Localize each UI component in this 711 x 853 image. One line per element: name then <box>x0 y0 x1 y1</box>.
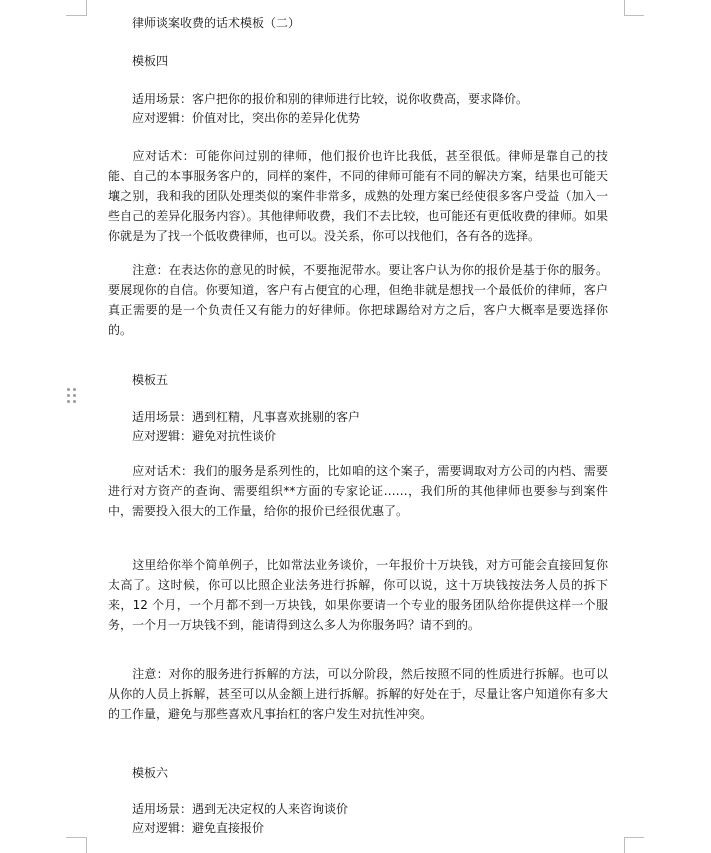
example-paragraph <box>108 555 608 635</box>
logic-text: 应对逻辑：避免对抗性谈价 <box>132 429 277 443</box>
scene-text: 适用场景：遇到无决定权的人来咨询谈价 <box>132 802 349 816</box>
note-paragraph-text: 注意：在表达你的意见的时候，不要拖泥带水。要让客户认为你的报价是基于你的服务。要展现你的自信。你要知道，客户有占便宜的心理，但绝非就是想找一个最低价的律师，客户真正需要的是一个负责任又有能力的好律师。你把球踢给对方之后，客户大概率是要选择你的。 <box>108 263 608 337</box>
script-paragraph <box>108 146 608 246</box>
note-paragraph <box>108 664 608 724</box>
logic-text: 应对逻辑：避免直接报价 <box>132 821 265 835</box>
logic-text: 应对逻辑：价值对比，突出你的差异化优势 <box>132 111 361 125</box>
section-heading: 模板四 <box>132 54 169 68</box>
scene-text: 适用场景：遇到杠精，凡事喜欢挑剔的客户 <box>132 410 361 424</box>
scene-text: 适用场景：客户把你的报价和别的律师进行比较，说你收费高，要求降价。 <box>132 92 529 106</box>
note-paragraph <box>108 260 608 340</box>
document-title: 律师谈案收费的话术模板（二） <box>132 16 301 30</box>
note-paragraph-text: 注意：对你的服务进行拆解的方法，可以分阶段，然后按照不同的性质进行拆解。也可以从你的人员上拆解，甚至可以从金额上进行拆解。拆解的好处在于，尽量让客户知道你有多大的工作量，避免与那些喜欢凡事抬杠的客户发生对抗性冲突。 <box>108 667 608 721</box>
section-heading: 模板六 <box>132 766 169 780</box>
section-heading: 模板五 <box>132 373 169 387</box>
example-paragraph-text: 这里给你举个简单例子，比如常法业务谈价，一年报价十万块钱，对方可能会直接回复你太高了。这时候，你可以比照企业法务进行拆解，你可以说，这十万块钱按法务人员的拆下来，12 个月，一个月都不到一万块钱，如果你要请一个专业的服务团队给你提供这样一个服务，一个月一万块钱不到，能请得到这么多人为你服务吗？请不到的。 <box>108 558 608 632</box>
script-paragraph-text: 应对话术：我们的服务是系列性的，比如咱的这个案子，需要调取对方公司的内档、需要进行对方资产的查询、需要组织**方面的专家论证……，我们所的其他律师也要参与到案件中，需要投入很大的工作量，给你的报价已经很优惠了。 <box>108 464 608 518</box>
script-paragraph <box>108 461 608 521</box>
script-paragraph-text: 应对话术：可能你问过别的律师，他们报价也许比我低，甚至很低。律师是靠自己的技能、自己的本事服务客户的，同样的案件，不同的律师可能有不同的解决方案，结果也可能天壤之别，我和我的团队处理类似的案件非常多，成熟的处理方案已经使很多客户受益（加入一些自己的差异化服务内容）。其他律师收费，我们不去比较，也可能还有更低收费的律师。如果你就是为了找一个低收费律师，也可以。没关系，你可以找他们，各有各的选择。 <box>108 149 608 243</box>
